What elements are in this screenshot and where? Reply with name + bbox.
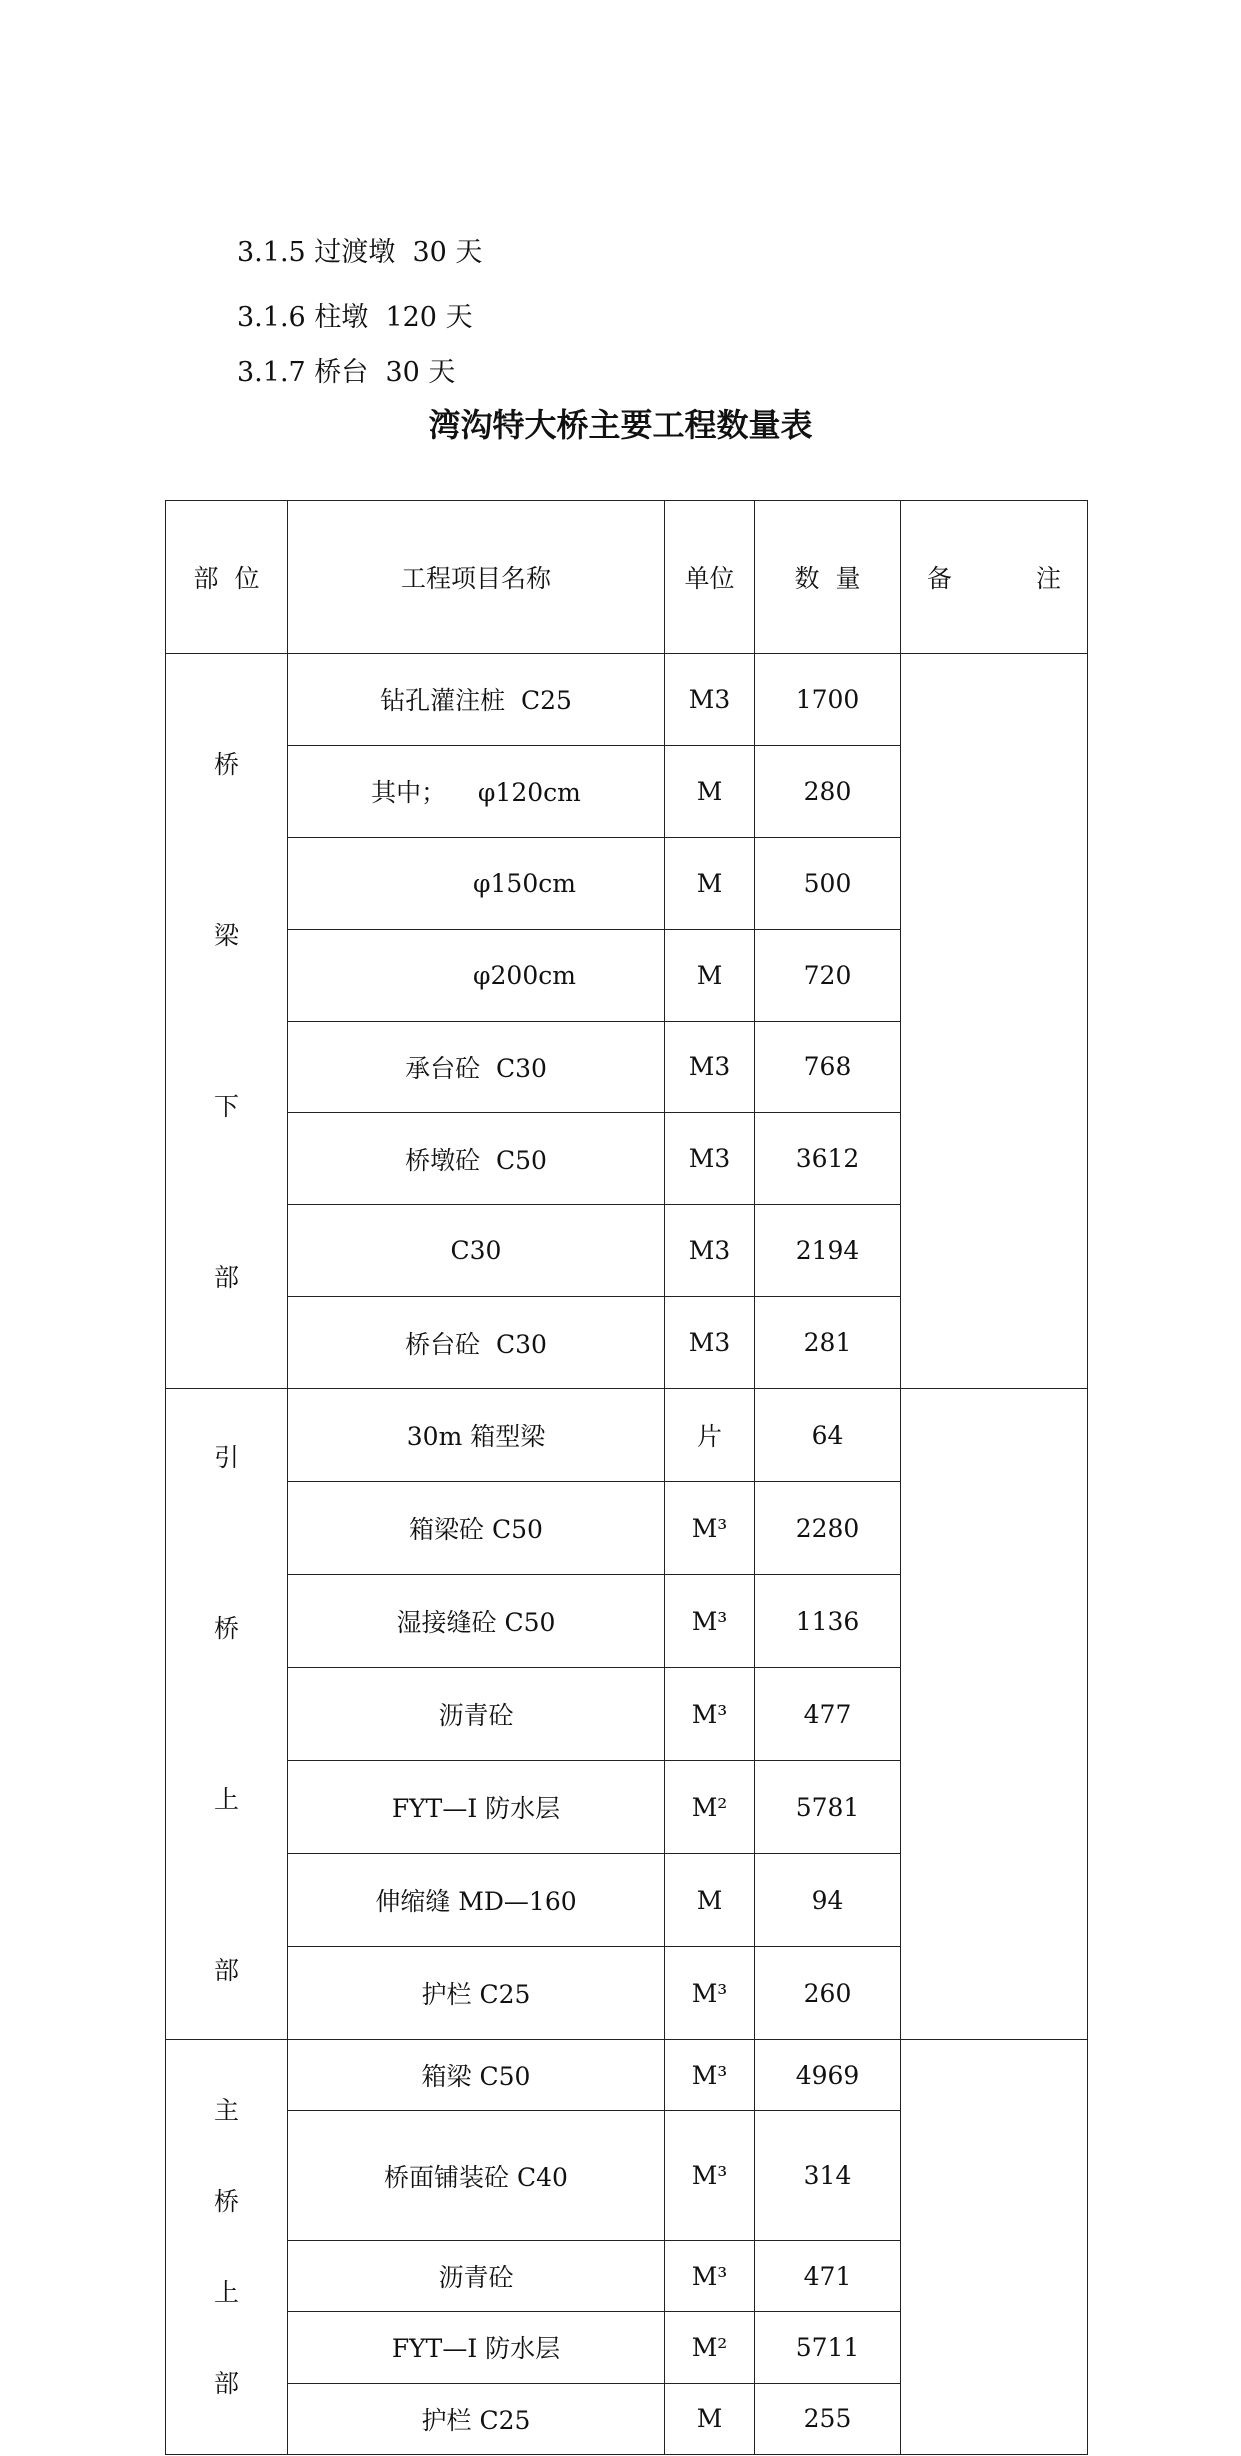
item-unit: M²	[665, 2312, 755, 2383]
header-part: 部 位	[166, 501, 288, 654]
header-remarks-right: 注	[1035, 564, 1061, 593]
item-quantity: 471	[755, 2240, 901, 2311]
header-remarks-left: 备	[927, 564, 953, 593]
item-quantity: 94	[755, 1854, 901, 1947]
item-quantity: 2280	[755, 1482, 901, 1575]
quantity-table	[165, 500, 1088, 2455]
item-name: FYT—I 防水层	[288, 2312, 665, 2383]
header-remarks	[901, 501, 1088, 654]
item-quantity: 314	[755, 2111, 901, 2241]
item-unit: M²	[665, 1761, 755, 1854]
item-unit: M3	[665, 1021, 755, 1113]
remarks-cell	[901, 654, 1088, 1389]
item-unit: M	[665, 929, 755, 1021]
item-name: 箱梁 C50	[288, 2040, 665, 2111]
item-name: FYT—I 防水层	[288, 1761, 665, 1854]
item-unit: M	[665, 745, 755, 837]
item-unit: M³	[665, 1575, 755, 1668]
item-quantity: 4969	[755, 2040, 901, 2111]
item-quantity: 1136	[755, 1575, 901, 1668]
item-name: 30m 箱型梁	[288, 1389, 665, 1482]
table-row	[166, 1389, 1088, 1482]
item-quantity: 1700	[755, 654, 901, 746]
item-name: 钻孔灌注桩 C25	[288, 654, 665, 746]
item-quantity: 500	[755, 837, 901, 929]
item-unit: 片	[665, 1389, 755, 1482]
item-quantity: 255	[755, 2383, 901, 2454]
section-label-approach-superstructure: 引 桥 上 部	[166, 1389, 288, 2040]
item-unit: M³	[665, 2111, 755, 2241]
item-name: 伸缩缝 MD—160	[288, 1854, 665, 1947]
item-quantity: 5781	[755, 1761, 901, 1854]
item-name: 箱梁砼 C50	[288, 1482, 665, 1575]
item-quantity: 281	[755, 1297, 901, 1389]
item-name: 承台砼 C30	[288, 1021, 665, 1113]
table-header-row	[166, 501, 1088, 654]
item-unit: M	[665, 837, 755, 929]
item-name: 桥台砼 C30	[288, 1297, 665, 1389]
item-unit: M³	[665, 1947, 755, 2040]
item-unit: M3	[665, 654, 755, 746]
item-name: 护栏 C25	[288, 2383, 665, 2454]
schedule-item-transition-pier: 3.1.5 过渡墩 30 天	[237, 237, 483, 268]
item-name: 湿接缝砼 C50	[288, 1575, 665, 1668]
item-quantity: 2194	[755, 1205, 901, 1297]
item-name: 沥青砼	[288, 1668, 665, 1761]
item-quantity: 768	[755, 1021, 901, 1113]
section-label-main-bridge-superstructure: 主 桥 上 部	[166, 2040, 288, 2455]
item-name: C30	[288, 1205, 665, 1297]
item-unit: M3	[665, 1113, 755, 1205]
item-name: φ200cm	[288, 929, 665, 1021]
remarks-cell	[901, 1389, 1088, 2040]
header-item-name: 工程项目名称	[288, 501, 665, 654]
item-quantity: 260	[755, 1947, 901, 2040]
item-unit: M³	[665, 1482, 755, 1575]
item-quantity: 64	[755, 1389, 901, 1482]
item-unit: M	[665, 2383, 755, 2454]
item-name: 其中； φ120cm	[288, 745, 665, 837]
item-name: 沥青砼	[288, 2240, 665, 2311]
item-quantity: 477	[755, 1668, 901, 1761]
item-name: 桥面铺装砼 C40	[288, 2111, 665, 2241]
item-unit: M³	[665, 1668, 755, 1761]
table-title: 湾沟特大桥主要工程数量表	[428, 406, 813, 444]
header-unit: 单位	[665, 501, 755, 654]
item-unit: M³	[665, 2040, 755, 2111]
table-row	[166, 654, 1088, 746]
item-name: 护栏 C25	[288, 1947, 665, 2040]
item-unit: M³	[665, 2240, 755, 2311]
item-unit: M3	[665, 1205, 755, 1297]
header-quantity: 数 量	[755, 501, 901, 654]
item-unit: M3	[665, 1297, 755, 1389]
item-unit: M	[665, 1854, 755, 1947]
schedule-item-column-pier: 3.1.6 柱墩 120 天	[237, 302, 473, 333]
remarks-cell	[901, 2040, 1088, 2455]
table-row	[166, 2040, 1088, 2111]
schedule-item-abutment: 3.1.7 桥台 30 天	[237, 357, 456, 388]
item-quantity: 5711	[755, 2312, 901, 2383]
item-quantity: 280	[755, 745, 901, 837]
item-name: φ150cm	[288, 837, 665, 929]
section-label-bridge-substructure: 桥 梁 下 部	[166, 654, 288, 1389]
item-quantity: 3612	[755, 1113, 901, 1205]
item-name: 桥墩砼 C50	[288, 1113, 665, 1205]
item-quantity: 720	[755, 929, 901, 1021]
